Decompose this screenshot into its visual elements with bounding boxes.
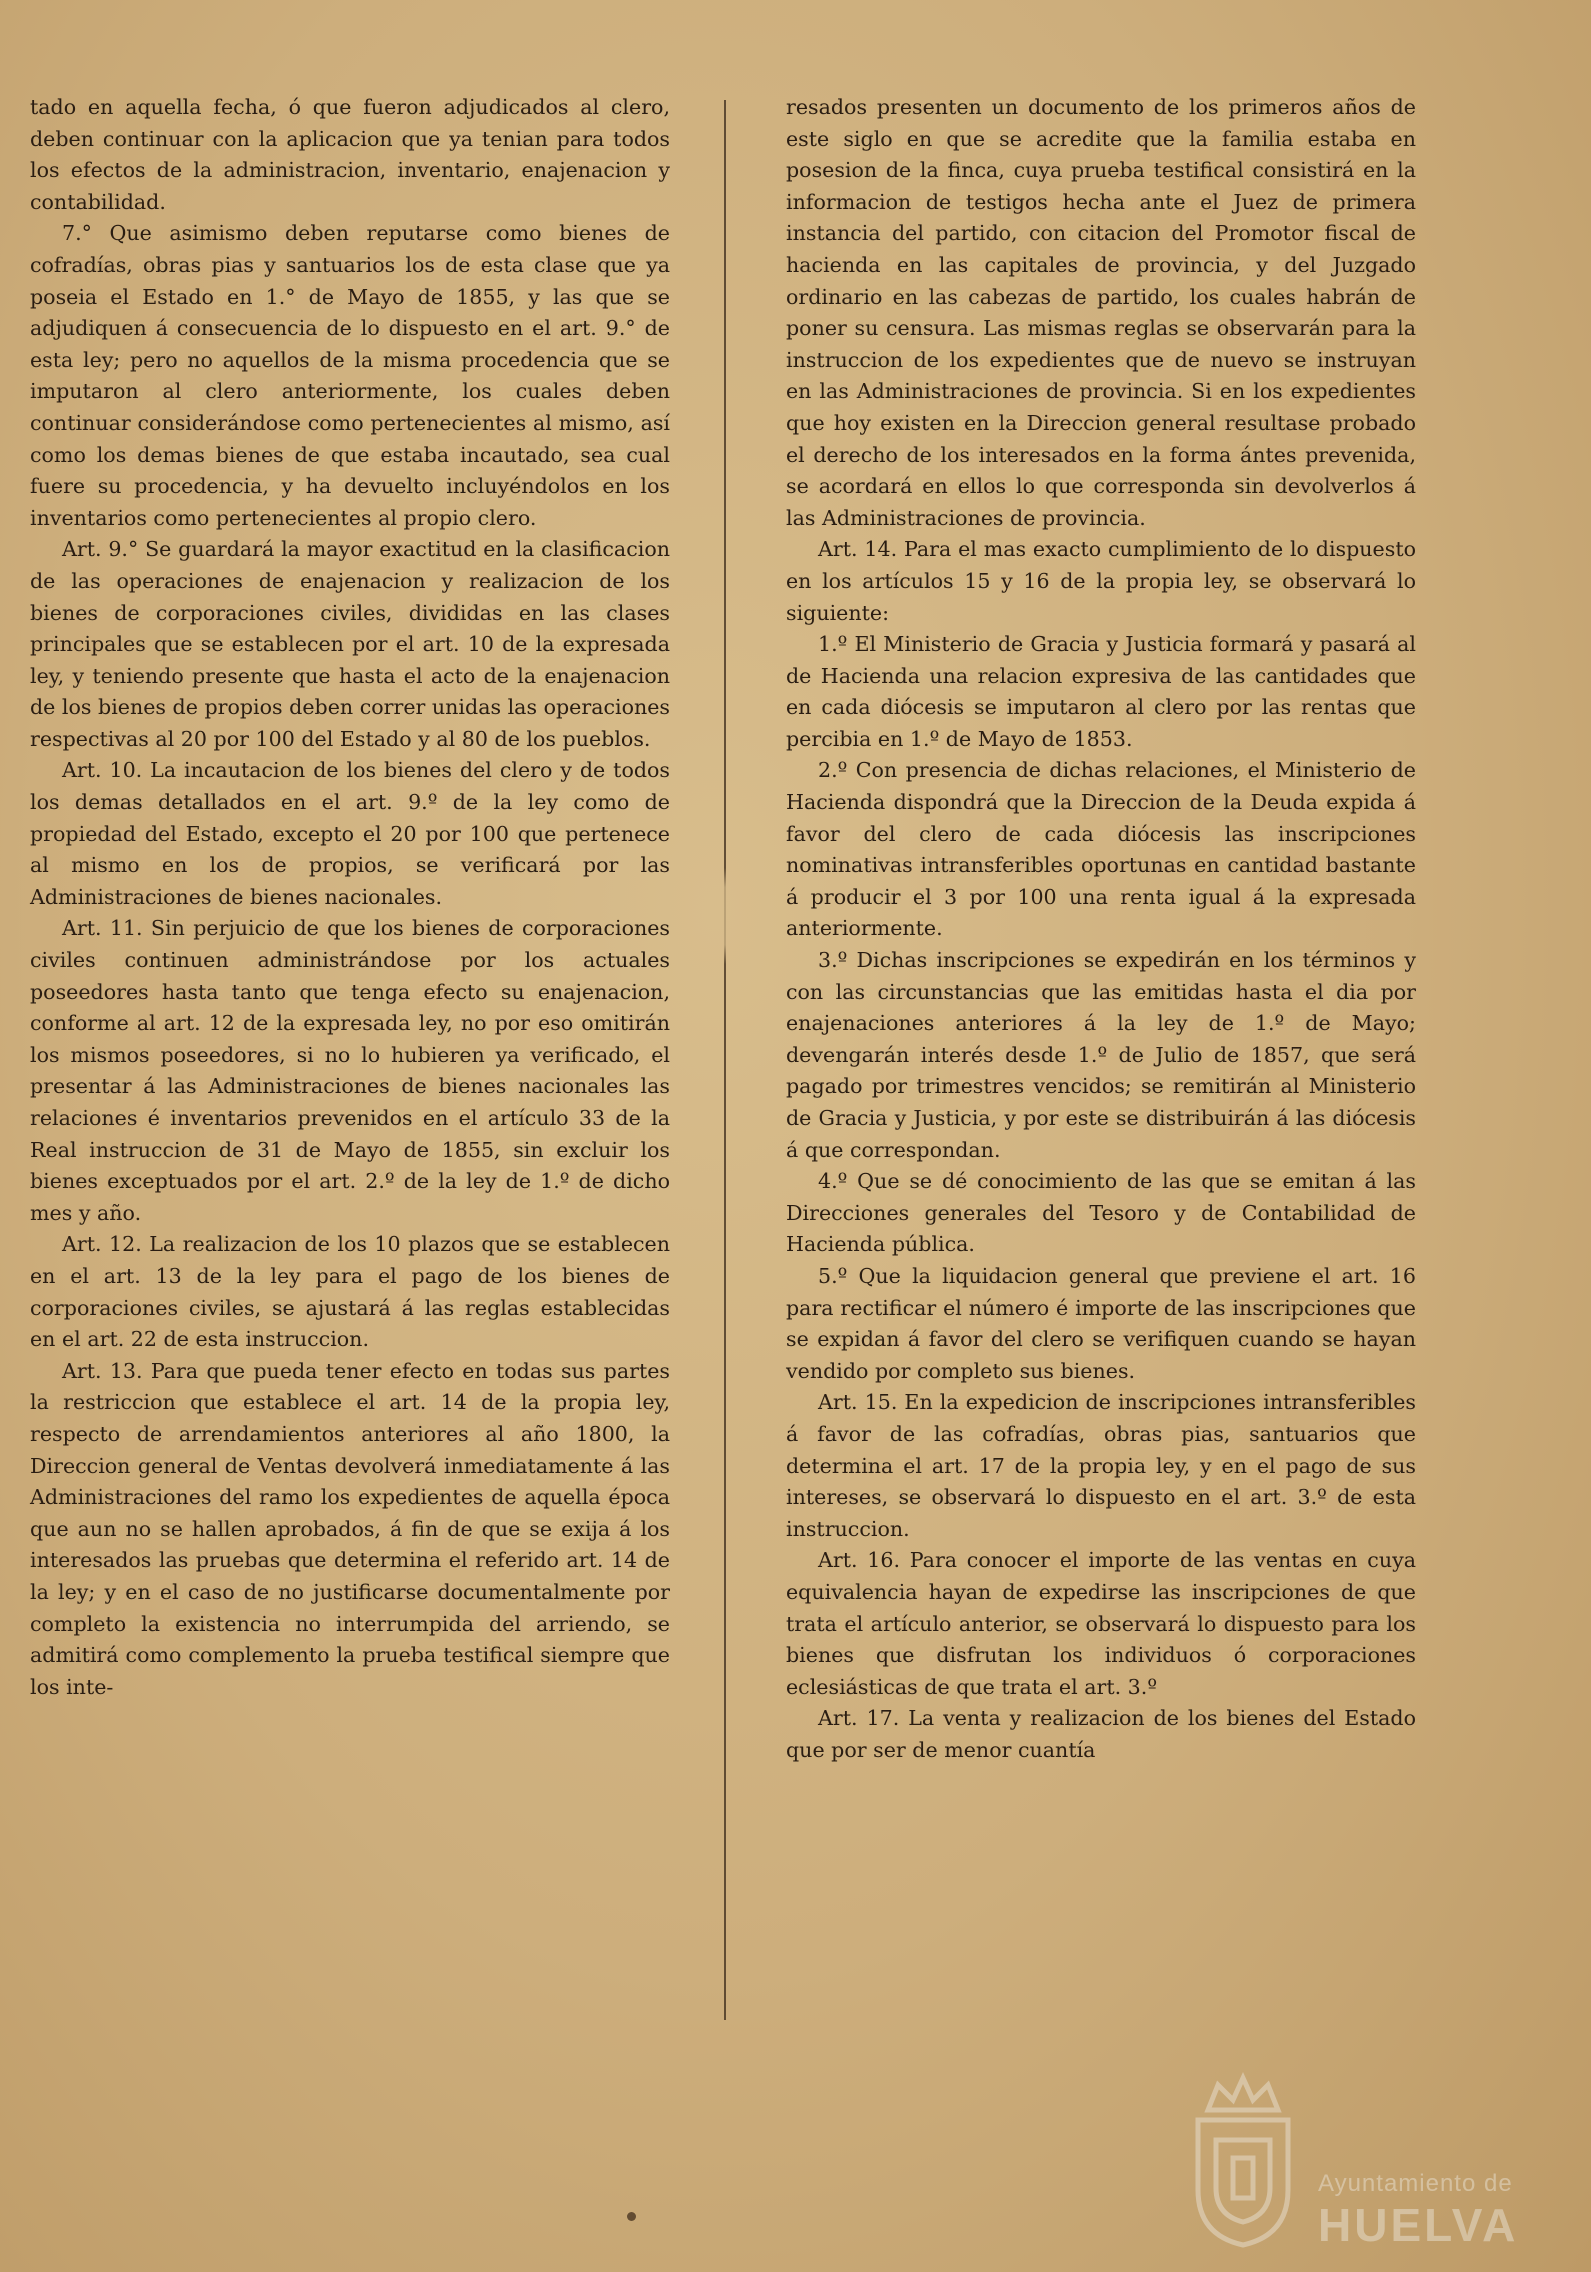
paragraph-r2: 1.º El Ministerio de Gracia y Justicia formará y pasará al de Hacienda una relacion expresiva de las cantidades que en cada diócesis se imputaron al clero por las rentas que percibia en 1.º de Mayo de 1853. [786, 632, 1416, 751]
paragraph-l5: Art. 12. La realizacion de los 10 plazos que se establecen en el art. 13 de la ley para el pago de los bienes de corporaciones civiles, se ajustará á las reglas establecidas en el art. 22 de esta instruccion. [30, 1232, 670, 1352]
watermark-line2: HUELVA [1318, 2199, 1519, 2251]
paragraph-l6: Art. 13. Para que pueda tener efecto en todas sus partes la restriccion que establece el art. 14 de la propia ley, respecto de arrendamientos anteriores al año 1800, la Direccion general de Ventas devolverá inmediatamente á las Administraciones del ramo los expedientes de aquella época que aun no se hallen aprobados, á fin de que se exija á los interesados las pruebas que determina el referido art. 14 de la ley; y en el caso de no justificarse documentalmente por completo la existencia no interrumpida del arriendo, se admitirá como complemento la prueba testifical siempre que los inte- [30, 1358, 670, 1699]
paragraph-l0: tado en aquella fecha, ó que fueron adjudicados al clero, deben continuar con la aplicacion que ya tenian para todos los efectos de la administracion, inventario, enajenacion y contabilidad. [30, 95, 670, 214]
coat-of-arms-icon [1178, 2070, 1308, 2250]
paragraph-r6: 5.º Que la liquidacion general que previene el art. 16 para rectificar el número é importe de las inscripciones que se expidan á favor del clero se verifiquen cuando se hayan vendido por completo sus bienes. [786, 1263, 1416, 1383]
paragraph-r4: 3.º Dichas inscripciones se expedirán en los términos y con las circunstancias que las emitidas hasta el dia por enajenaciones anteriores á la ley de 1.º de Mayo; devengarán interés desde 1.º de Julio de 1857, que será pagado por trimestres vencidos; se remitirán al Ministerio de Gracia y Justicia, y por este se distribuirán á las diócesis á que correspondan. [786, 948, 1416, 1162]
right-column [786, 92, 1416, 1766]
paragraph-l1: 7.° Que asimismo deben reputarse como bienes de cofradías, obras pias y santuarios los de esta clase que ya poseia el Estado en 1.° de Mayo de 1855, y las que se adjudiquen á consecuencia de lo dispuesto en el art. 9.° de esta ley; pero no aquellos de la misma procedencia que se imputaron al clero anteriormente, los cuales deben continuar considerándose como pertenecientes al mismo, así como los demas bienes de que estaba incautado, sea cual fuere su procedencia, y ha devuelto incluyéndolos en los inventarios como pertenecientes al propio clero. [30, 221, 670, 530]
ink-dot [627, 2212, 636, 2221]
paragraph-r9: Art. 17. La venta y realizacion de los bienes del Estado que por ser de menor cuantía [786, 1706, 1416, 1762]
left-column [30, 92, 670, 1703]
paragraph-r0: resados presenten un documento de los primeros años de este siglo en que se acredite que la familia estaba en posesion de la finca, cuya prueba testifical consistirá en la informacion de testigos hecha ante el Juez de primera instancia del partido, con citacion del Promotor fiscal de hacienda en las capitales de provincia, y del Juzgado ordinario en las cabezas de partido, los cuales habrán de poner su censura. Las mismas reglas se observarán para la instruccion de los expedientes que de nuevo se instruyan en las Administraciones de provincia. Si en los expedientes que hoy existen en la Direccion general resultase probado el derecho de los interesados en la forma ántes prevenida, se acordará en ellos lo que corresponda sin devolverlos á las Administraciones de provincia. [786, 95, 1416, 530]
column-divider [724, 100, 726, 2020]
paragraph-r1: Art. 14. Para el mas exacto cumplimiento de lo dispuesto en los artículos 15 y 16 de la propia ley, se observará lo siguiente: [786, 537, 1416, 625]
paragraph-l2: Art. 9.° Se guardará la mayor exactitud en la clasificacion de las operaciones de enajenacion y realizacion de los bienes de corporaciones civiles, divididas en las clases principales que se establecen por el art. 10 de la expresada ley, y teniendo presente que hasta el acto de la enajenacion de los bienes de propios deben correr unidas las operaciones respectivas al 20 por 100 del Estado y al 80 de los pueblos. [30, 537, 671, 751]
paragraph-l4: Art. 11. Sin perjuicio de que los bienes de corporaciones civiles continuen administrándose por los actuales poseedores hasta tanto que tenga efecto su enajenacion, conforme al art. 12 de la expresada ley, no por eso omitirán los mismos poseedores, si no lo hubieren ya verificado, el presentar á las Administraciones de bienes nacionales las relaciones é inventarios prevenidos en el artículo 33 de la Real instruccion de 31 de Mayo de 1855, sin excluir los bienes exceptuados por el art. 2.º de la ley de 1.º de dicho mes y año. [30, 916, 670, 1225]
ayuntamiento-huelva-watermark [1178, 2070, 1518, 2250]
watermark-line1: Ayuntamiento de [1318, 2170, 1513, 2197]
paragraph-r3: 2.º Con presencia de dichas relaciones, el Ministerio de Hacienda dispondrá que la Direccion de la Deuda expida á favor del clero de cada diócesis las inscripciones nominativas intransferibles oportunas en cantidad bastante á producir el 3 por 100 una renta igual á la expresada anteriormente. [786, 758, 1416, 941]
paragraph-l3: Art. 10. La incautacion de los bienes del clero y de todos los demas detallados en el art. 9.º de la ley como de propiedad del Estado, excepto el 20 por 100 que pertenece al mismo en los de propios, se verificará por las Administraciones de bienes nacionales. [30, 758, 670, 909]
paragraph-r8: Art. 16. Para conocer el importe de las ventas en cuya equivalencia hayan de expedirse las inscripciones de que trata el artículo anterior, se observará lo dispuesto para los bienes que disfrutan los individuos ó corporaciones eclesiásticas de que trata el art. 3.º [786, 1548, 1416, 1699]
paragraph-r5: 4.º Que se dé conocimiento de las que se emitan á las Direcciones generales del Tesoro y de Contabilidad de Hacienda pública. [786, 1169, 1416, 1257]
paragraph-r7: Art. 15. En la expedicion de inscripciones intransferibles á favor de las cofradías, obras pias, santuarios que determina el art. 17 de la propia ley, y en el pago de sus intereses, se observará lo dispuesto en el art. 3.º de esta instruccion. [786, 1390, 1416, 1541]
